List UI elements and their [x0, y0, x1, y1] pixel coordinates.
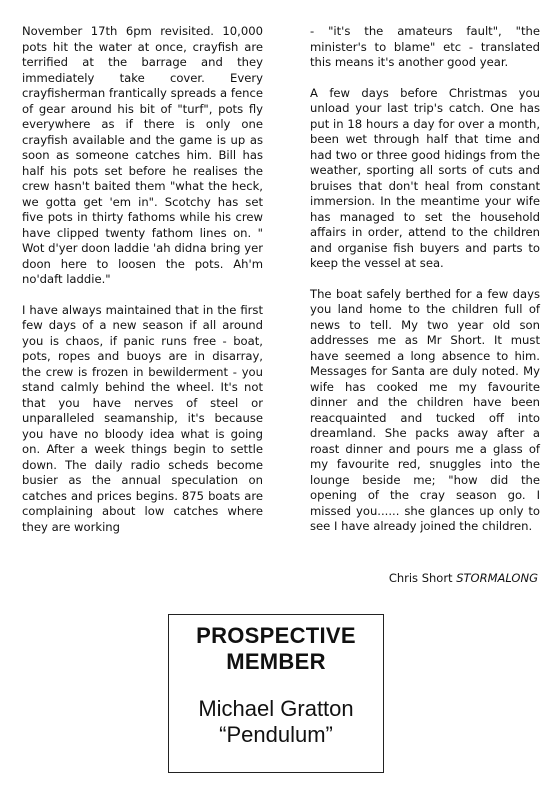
article-paragraph: November 17th 6pm revisited. 10,000 pots hit the water at once, crayfish are terrified at the barrage and they immediately take cover. Every crayfisherman frantically spreads a fence of gear around his bit of "turf", pots fly everywhere as if there is only one crayfish available and the game is up as soon as someone catches him. Bill has half his pots set before he realises the crew hasn't baited them "what the heck, we gotta get 'em in". Scotchy has set five pots in thirty fathoms while his crew have clipped twenty fathom lines on. " Wot d'yer doon laddie 'ah didna bring yer doon here to loosen the pots. Ah'm no'daft laddie."	[22, 24, 263, 286]
member-heading-line: MEMBER	[226, 649, 326, 674]
article-paragraph: - "it's the amateurs fault", "the minister's to blame" etc - translated this means it's another good year.	[310, 24, 540, 69]
member-name: Michael Gratton	[198, 696, 354, 721]
author-boat-name: STORMALONG	[456, 571, 538, 585]
article-left-column	[22, 24, 263, 550]
member-boat-name: “Pendulum”	[219, 722, 333, 747]
member-heading-line: PROSPECTIVE	[196, 623, 356, 648]
author-signature	[300, 571, 538, 585]
author-name: Chris Short	[388, 571, 453, 585]
article-paragraph: The boat safely berthed for a few days you land home to the children full of news to tell. My two year old son addresses me as Mr Short. It must have seemed a long absence to him. Messages for Santa are duly noted. My wife has cooked me my favourite dinner and the children have been reacquainted and tucked off into dreamland. She packs away after a roast dinner and pours me a glass of my favourite red, snuggles into the lounge beside me; "how did the opening of the cray season go. I missed you...... she glances up only to see I have already joined the children.	[310, 286, 540, 533]
article-paragraph: A few days before Christmas you unload your last trip's catch. One has put in 18 hours a day for over a month, been wet through half that time and had two or three good hidings from the weather, sporting all sorts of cuts and bruises that don't heal from constant immersion. In the meantime your wife has managed to set the household affairs in order, attend to the children and organise fish buyers and parts to keep the vessel at sea.	[310, 85, 540, 270]
member-box-heading	[169, 623, 383, 675]
prospective-member-box	[168, 614, 384, 773]
article-paragraph: I have always maintained that in the first few days of a new season if all around you is chaos, if panic runs free - boat, pots, ropes and buoys are in disarray, the crew is frozen in bewilderment - you stand calmly behind the wheel. It's not that you have nerves of steel or unparalleled seamanship, it's because you have no bloody idea what is going on. After a week things begin to settle down. The daily radio scheds become busier as the annual speculation on catches and prices begins. 875 boats are complaining about low catches where they are working	[22, 302, 263, 534]
member-details	[169, 696, 383, 748]
article-right-column	[310, 24, 540, 550]
